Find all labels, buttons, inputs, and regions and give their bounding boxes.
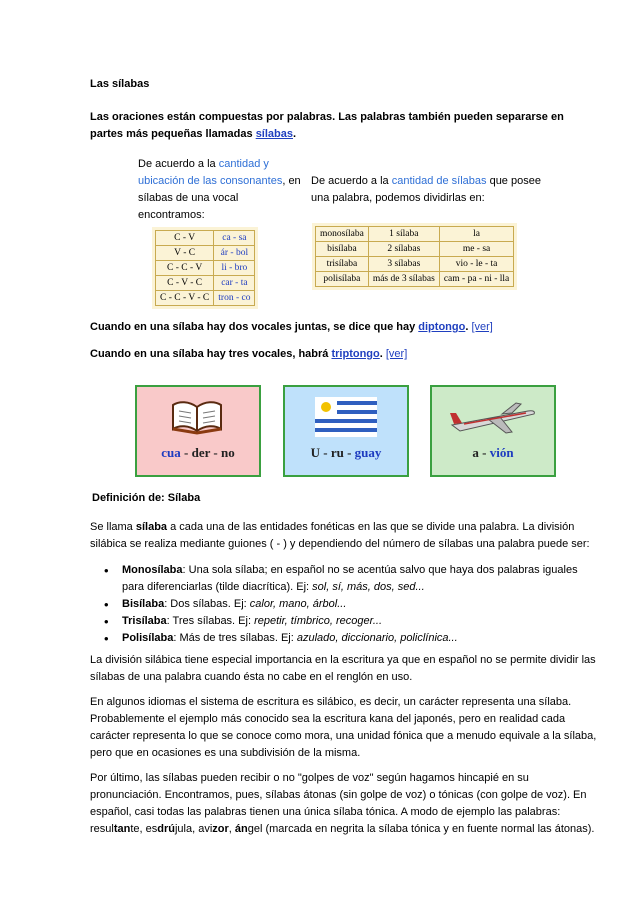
paragraph-writing-systems: En algunos idiomas el sistema de escritura es silábico, es decir, un carácter representa una sílaba. Probablemente el ejemplo más conocido sea la escritura kana del japonés, pero en realidad cada carácter representa lo que se conoce como mora, una unidad fónica que a menudo equivale a la sílaba, pero que en ocasiones es una subdivisión de la misma.	[90, 696, 597, 759]
list-item	[90, 596, 595, 613]
diptongo-ver-link[interactable]: [ver]	[471, 321, 493, 333]
card-cuaderno	[135, 385, 261, 477]
syllable-count-table-image	[312, 223, 517, 290]
cuaderno-part-1: cua	[161, 445, 181, 460]
triptongo-text: Cuando en una sílaba hay tres vocales, habrá	[90, 348, 332, 360]
table-row	[156, 276, 255, 291]
table-cell: 1 sílaba	[368, 227, 439, 242]
list-item	[90, 630, 595, 647]
card-cuaderno-label	[137, 444, 259, 461]
table-cell: tron - co	[214, 291, 255, 306]
consonant-table	[155, 230, 255, 306]
table-cell: li - bro	[214, 261, 255, 276]
table-cell: más de 3 sílabas	[368, 272, 439, 287]
stress-text-2: te, es	[130, 823, 158, 835]
syllable-types-list	[90, 562, 595, 647]
table-row	[156, 261, 255, 276]
stress-text-3: jula, avi	[174, 823, 213, 835]
left-highlight: cantidad y ubicación de las consonantes	[138, 158, 283, 187]
silabas-link[interactable]: sílabas	[255, 128, 293, 140]
table-cell: 2 sílabas	[368, 242, 439, 257]
table-cell: C - V - C	[156, 276, 214, 291]
table-cell: C - C - V - C	[156, 291, 214, 306]
list-example: calor, mano, árbol...	[249, 598, 347, 610]
table-cell: polisílaba	[316, 272, 369, 287]
avion-part-2: vión	[489, 445, 514, 460]
card-uruguay-label	[285, 444, 407, 461]
list-term: Trisílaba	[122, 615, 167, 627]
table-cell: cam - pa - ni - lla	[439, 272, 513, 287]
table-cell: trisílaba	[316, 257, 369, 272]
list-desc: : Tres sílabas. Ej:	[166, 615, 255, 627]
right-highlight: cantidad de sílabas	[391, 175, 487, 187]
consonant-table-image	[152, 227, 258, 309]
stress-text-5: gel (marcada en negrita la sílaba tónica y en fuente normal las átonas).	[247, 823, 595, 835]
list-item	[90, 613, 595, 630]
stress-text-4: ,	[228, 823, 235, 835]
stress-bold-4: án	[234, 823, 248, 835]
definition-paragraph	[90, 519, 600, 553]
table-cell: ca - sa	[214, 231, 255, 246]
table-cell: C - V	[156, 231, 214, 246]
table-cell: vio - le - ta	[439, 257, 513, 272]
table-cell: C - C - V	[156, 261, 214, 276]
stress-text-1: Por último, las sílabas pueden recibir o no "golpes de voz" según hagamos hincapié en su pronunciación. Encontramos, pues, sílabas átonas (sin golpe de voz) o tónicas (con golpe de voz). En español, casi todas las palabras tienen una única sílaba tónica. A modo de ejemplo las palabras: resul	[90, 772, 587, 835]
table-cell: monosílaba	[316, 227, 369, 242]
list-desc: : Dos sílabas. Ej:	[164, 598, 250, 610]
syllable-count-table	[315, 226, 514, 287]
paragraph-division: La división silábica tiene especial importancia en la escritura ya que en español no se permite dividir las sílabas de una palabra cuando ésta no cabe en el renglón en uso.	[90, 654, 596, 683]
list-term: Monosílaba	[122, 564, 183, 576]
table-row	[316, 257, 514, 272]
diptongo-line: Cuando en una sílaba hay dos vocales juntas, se dice que hay diptongo. [ver]	[90, 321, 493, 333]
stress-bold-1: tan	[113, 823, 131, 835]
card-avion-label	[432, 444, 554, 461]
intro-text: Las oraciones están compuestas por palabras. Las palabras también pueden separarse en partes más pequeñas llamadas	[90, 111, 564, 140]
table-cell: me - sa	[439, 242, 513, 257]
left-text-1: De acuerdo a la	[138, 158, 219, 170]
table-cell: 3 sílabas	[368, 257, 439, 272]
uruguay-flag-icon	[315, 397, 377, 437]
book-icon	[171, 399, 223, 435]
list-example: azulado, diccionario, policlínica...	[296, 632, 458, 644]
diptongo-link[interactable]: diptongo	[418, 321, 466, 333]
list-desc: : Más de tres sílabas. Ej:	[173, 632, 297, 644]
intro-paragraph	[90, 109, 590, 143]
stress-bold-3: zor	[212, 823, 229, 835]
table-row	[316, 227, 514, 242]
syllable-count-description	[311, 173, 561, 207]
paragraph-stress	[90, 770, 600, 838]
diptongo-text: Cuando en una sílaba hay dos vocales juntas, se dice que hay	[90, 321, 419, 333]
definition-heading: Definición de: Sílaba	[92, 492, 201, 504]
definition-text-1: Se llama	[90, 521, 136, 533]
cuaderno-part-2: - der - no	[180, 445, 235, 460]
list-example: repetir, tímbrico, recoger...	[254, 615, 383, 627]
card-uruguay	[283, 385, 409, 477]
table-cell: car - ta	[214, 276, 255, 291]
table-row	[156, 246, 255, 261]
right-text-2: que posee una palabra, podemos dividirlas en:	[311, 175, 541, 204]
table-row	[316, 272, 514, 287]
page-title: Las sílabas	[90, 78, 150, 90]
table-cell: V - C	[156, 246, 214, 261]
list-example: sol, sí, más, dos, sed...	[312, 581, 425, 593]
consonant-description	[138, 156, 303, 224]
table-row	[156, 231, 255, 246]
list-item	[90, 562, 595, 596]
uruguay-part-2: guay	[354, 445, 382, 460]
table-cell: ár - bol	[214, 246, 255, 261]
card-avion	[430, 385, 556, 477]
triptongo-ver-link[interactable]: [ver]	[385, 348, 408, 360]
table-row	[316, 242, 514, 257]
right-text-1: De acuerdo a la	[311, 175, 392, 187]
airplane-icon	[448, 399, 538, 439]
list-desc: : Una sola sílaba; en español no se acentúa salvo que haya dos palabras iguales para diferenciarlas (tilde diacrítica). Ej:	[122, 564, 578, 593]
left-text-2: , en sílabas de una vocal encontramos:	[138, 175, 301, 221]
intro-end: .	[293, 128, 297, 140]
definition-text-2: a cada una de las entidades fonéticas en las que se divide una palabra. La división silábica se realiza mediante guiones ( - ) y dependiendo del número de sílabas una palabra puede ser:	[90, 521, 590, 550]
avion-part-1: a -	[472, 445, 490, 460]
triptongo-line: Cuando en una sílaba hay tres vocales, habrá triptongo. [ver]	[90, 348, 408, 360]
table-row	[156, 291, 255, 306]
list-term: Polisílaba	[122, 632, 174, 644]
stress-bold-2: drú	[157, 823, 175, 835]
triptongo-link[interactable]: triptongo	[331, 348, 380, 360]
uruguay-part-1: U - ru -	[310, 445, 355, 460]
table-cell: la	[439, 227, 513, 242]
list-term: Bisílaba	[122, 598, 165, 610]
definition-term: sílaba	[135, 521, 168, 533]
table-cell: bisílaba	[316, 242, 369, 257]
